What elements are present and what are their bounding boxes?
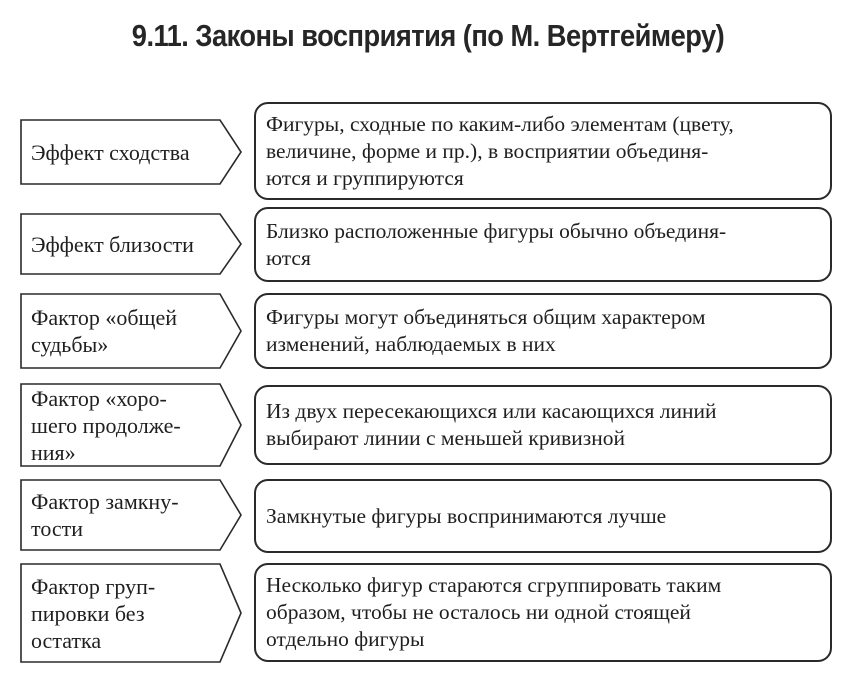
law-label: Эффект близости bbox=[31, 231, 194, 257]
law-description-box bbox=[254, 102, 832, 200]
law-description: Замкнутые фигуры воспринимаются лучше bbox=[266, 503, 667, 528]
law-description: Из двух пересекающихся или касающихся линий выбирают линии с меньшей кривизной bbox=[266, 399, 717, 450]
law-description: Несколько фигур стараются сгруппировать таким образом, чтобы не осталось ни одной стоящей отдельно фигуры bbox=[266, 573, 722, 651]
law-description-box bbox=[254, 207, 832, 282]
law-label-arrow bbox=[20, 563, 242, 663]
law-label-arrow bbox=[20, 119, 242, 185]
law-description: Близко расположенные фигуры обычно объединя- ются bbox=[266, 218, 727, 270]
law-label: Фактор «хоро- шего продолже- ния» bbox=[31, 385, 181, 465]
law-label: Фактор груп- пировки без остатка bbox=[31, 573, 156, 653]
law-description-box bbox=[254, 479, 832, 553]
law-label: Эффект сходства bbox=[31, 139, 190, 165]
law-label: Фактор «общей судьбы» bbox=[31, 305, 178, 357]
law-description: Фигуры могут объединяться общим характером изменений, наблюдаемых в них bbox=[266, 305, 706, 356]
law-description-box bbox=[254, 563, 832, 662]
page-title: 9.11. Законы восприятия (по М. Вертгеймеру) bbox=[131, 18, 725, 53]
law-description: Фигуры, сходные по каким-либо элементам (цвету, величине, форме и пр.), в восприятии объединя- ются и группируются bbox=[266, 111, 734, 190]
law-label-arrow bbox=[20, 293, 242, 369]
law-label: Фактор замкну- тости bbox=[31, 489, 179, 541]
law-label-arrow bbox=[20, 213, 242, 275]
law-label-arrow bbox=[20, 479, 242, 551]
law-description-box bbox=[254, 385, 832, 465]
law-label-arrow bbox=[20, 383, 242, 467]
law-description-box bbox=[254, 293, 832, 369]
